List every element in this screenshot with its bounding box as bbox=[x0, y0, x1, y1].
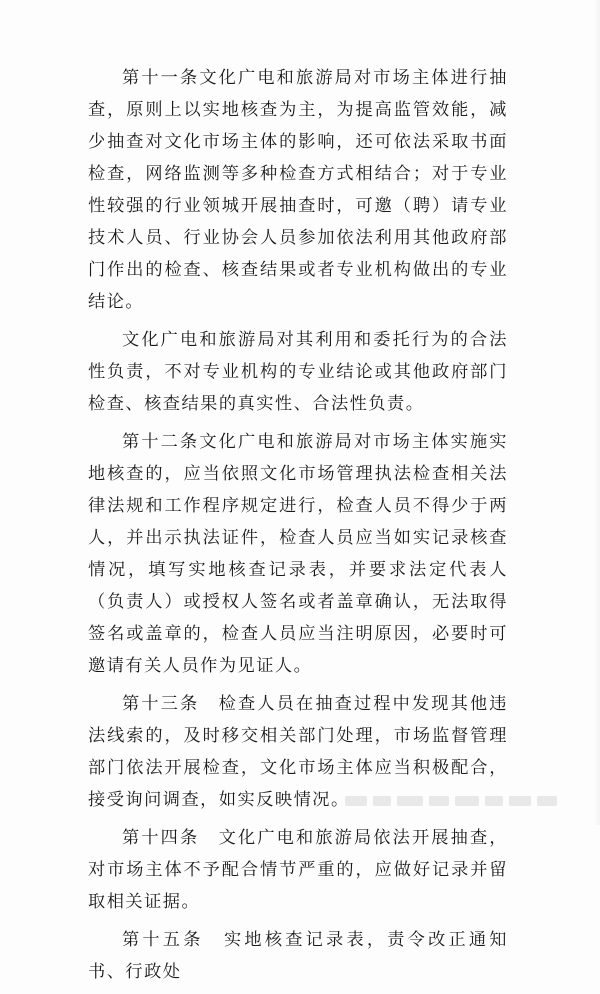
paragraph-article-12: 第十二条文化广电和旅游局对市场主体实施实地核查的，应当依照文化市场管理执法检查相关法律法规和工作程序规定进行，检查人员不得少于两人，并出示执法证件，检查人员应当如实记录核查情况，填写实地核查记录表，并要求法定代表人（负责人）或授权人签名或者盖章确认，无法取得签名或盖章的，检查人员应当注明原因，必要时可邀请有关人员作为见证人。 bbox=[88, 432, 508, 676]
show-through-artifact bbox=[345, 796, 575, 810]
document-body bbox=[88, 62, 508, 994]
paragraph-article-11-responsibility: 文化广电和旅游局对其利用和委托行为的合法性负责，不对专业机构的专业结论或其他政府部门检查、核查结果的真实性、合法性负责。 bbox=[88, 330, 508, 414]
paragraph-article-11: 第十一条文化广电和旅游局对市场主体进行抽查，原则上以实地核查为主，为提高监管效能，减少抽查对文化市场主体的影响，还可依法采取书面检查，网络监测等多种检查方式相结合；对于专业性较强的行业领城开展抽查时，可邀（聘）请专业技术人员、行业协会人员参加依法利用其他政府部门作出的检查、核查结果或者专业机构做出的专业结论。 bbox=[88, 68, 508, 312]
paragraph-article-14: 第十四条 文化广电和旅游局依法开展抽查，对市场主体不予配合情节严重的，应做好记录并留取相关证据。 bbox=[88, 828, 508, 912]
paragraph-article-13: 第十三条 检查人员在抽查过程中发现其他违法线索的，及时移交相关部门处理，市场监督管理部门依法开展检查，文化市场主体应当积极配合，接受询问调查，如实反映情况。 bbox=[88, 694, 508, 810]
scan-edge-shadow bbox=[594, 0, 600, 825]
paragraph-article-15: 第十五条 实地核查记录表，责令改正通知书、行政处 bbox=[88, 930, 508, 982]
